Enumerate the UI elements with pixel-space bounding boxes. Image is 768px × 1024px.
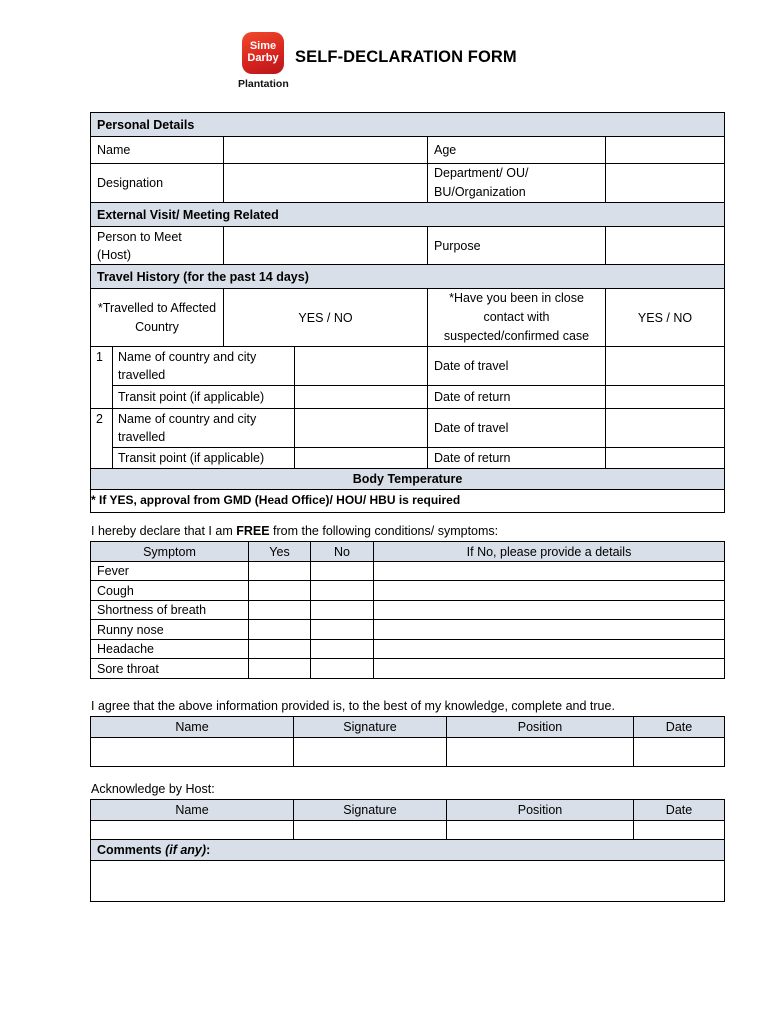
approval-note: * If YES, approval from GMD (Head Office)/ HOU/ HBU is required (91, 493, 461, 507)
logo-subtitle: Plantation (238, 78, 289, 90)
declaration-text (91, 524, 498, 538)
fever-yes-cell[interactable] (249, 562, 311, 581)
entry-2-number: 2 (91, 409, 113, 469)
entry-2-date-travel-label: Date of travel (428, 409, 606, 448)
declarant-signature-table (90, 716, 725, 767)
host-date-field[interactable] (634, 821, 725, 840)
form-header (236, 30, 616, 92)
comments-field[interactable] (91, 861, 725, 902)
headache-details-cell[interactable] (374, 640, 725, 659)
host-position-header: Position (447, 800, 634, 821)
host-date-header: Date (634, 800, 725, 821)
declarant-signature-header: Signature (294, 717, 447, 738)
entry-2-transit-field[interactable] (295, 448, 428, 469)
declarant-position-field[interactable] (447, 738, 634, 767)
declarant-name-field[interactable] (91, 738, 294, 767)
declarant-date-field[interactable] (634, 738, 725, 767)
comments-header (91, 840, 725, 861)
entry-2-country-field[interactable] (295, 409, 428, 448)
declaration-before: I hereby declare that I am (91, 524, 237, 538)
declarant-date-header: Date (634, 717, 725, 738)
cough-yes-cell[interactable] (249, 581, 311, 601)
symptoms-table (90, 541, 725, 679)
close-contact-label: *Have you been in close contact with suspected/confirmed case (428, 289, 606, 347)
yes-col-header: Yes (249, 542, 311, 562)
contact-yes-no-field[interactable]: YES / NO (606, 289, 725, 347)
logo-line-2: Darby (247, 52, 279, 64)
designation-label: Designation (91, 164, 224, 203)
entry-2-date-return-label: Date of return (428, 448, 606, 469)
symptom-col-header: Symptom (91, 542, 249, 562)
fever-details-cell[interactable] (374, 562, 725, 581)
purpose-field[interactable] (606, 227, 725, 265)
name-label: Name (91, 137, 224, 164)
comments-label: Comments (97, 843, 166, 857)
declarant-position-header: Position (447, 717, 634, 738)
host-signature-table (90, 799, 725, 902)
symptom-runny-nose: Runny nose (91, 620, 249, 640)
details-col-header: If No, please provide a details (374, 542, 725, 562)
runny-no-cell[interactable] (311, 620, 374, 640)
agreement-text: I agree that the above information provided is, to the best of my knowledge, complete and true. (91, 699, 615, 713)
department-field[interactable] (606, 164, 725, 203)
table-row (91, 562, 725, 581)
entry-1-date-return-field[interactable] (606, 386, 725, 409)
external-visit-header: External Visit/ Meeting Related (91, 203, 725, 227)
fever-no-cell[interactable] (311, 562, 374, 581)
host-signature-header: Signature (294, 800, 447, 821)
entry-1-date-travel-field[interactable] (606, 347, 725, 386)
sime-darby-logo (242, 32, 284, 74)
acknowledge-label: Acknowledge by Host: (91, 782, 215, 796)
entry-1-transit-field[interactable] (295, 386, 428, 409)
cough-no-cell[interactable] (311, 581, 374, 601)
entry-2-transit-label: Transit point (if applicable) (113, 448, 295, 469)
person-to-meet-field[interactable] (224, 227, 428, 265)
entry-2-date-travel-field[interactable] (606, 409, 725, 448)
host-position-field[interactable] (447, 821, 634, 840)
symptom-shortness-of-breath: Shortness of breath (91, 601, 249, 620)
purpose-label: Purpose (428, 227, 606, 265)
runny-yes-cell[interactable] (249, 620, 311, 640)
cough-details-cell[interactable] (374, 581, 725, 601)
table-row (91, 581, 725, 601)
declarant-name-header: Name (91, 717, 294, 738)
logo-line-1: Sime (249, 40, 277, 52)
declarant-signature-field[interactable] (294, 738, 447, 767)
symptom-fever: Fever (91, 562, 249, 581)
entry-1-transit-label: Transit point (if applicable) (113, 386, 295, 409)
details-table (90, 112, 725, 513)
breath-no-cell[interactable] (311, 601, 374, 620)
headache-yes-cell[interactable] (249, 640, 311, 659)
department-label: Department/ OU/ BU/Organization (428, 164, 606, 203)
symptom-sore-throat: Sore throat (91, 659, 249, 679)
name-field[interactable] (224, 137, 428, 164)
entry-1-date-travel-label: Date of travel (428, 347, 606, 386)
no-col-header: No (311, 542, 374, 562)
comments-if-any: (if any) (165, 843, 207, 857)
entry-1-date-return-label: Date of return (428, 386, 606, 409)
table-row (91, 640, 725, 659)
travelled-yes-no-field[interactable]: YES / NO (224, 289, 428, 347)
runny-details-cell[interactable] (374, 620, 725, 640)
body-temperature-header: Body Temperature (91, 469, 725, 490)
headache-no-cell[interactable] (311, 640, 374, 659)
host-signature-field[interactable] (294, 821, 447, 840)
symptom-headache: Headache (91, 640, 249, 659)
entry-2-date-return-field[interactable] (606, 448, 725, 469)
entry-1-country-field[interactable] (295, 347, 428, 386)
table-row (91, 601, 725, 620)
personal-details-header: Personal Details (91, 113, 725, 137)
person-to-meet-label: Person to Meet (Host) (91, 227, 224, 265)
entry-2-country-label: Name of country and city travelled (113, 409, 295, 448)
age-field[interactable] (606, 137, 725, 164)
comments-colon: : (206, 843, 211, 857)
designation-field[interactable] (224, 164, 428, 203)
throat-no-cell[interactable] (311, 659, 374, 679)
symptom-cough: Cough (91, 581, 249, 601)
table-row (91, 620, 725, 640)
entry-1-number: 1 (91, 347, 113, 409)
throat-yes-cell[interactable] (249, 659, 311, 679)
travel-history-header: Travel History (for the past 14 days) (91, 265, 725, 289)
declaration-after: from the following conditions/ symptoms: (269, 524, 499, 538)
table-row (91, 659, 725, 679)
breath-yes-cell[interactable] (249, 601, 311, 620)
entry-1-country-label: Name of country and city travelled (113, 347, 295, 386)
breath-details-cell[interactable] (374, 601, 725, 620)
host-name-header: Name (91, 800, 294, 821)
host-name-field[interactable] (91, 821, 294, 840)
declaration-free: FREE (236, 524, 270, 538)
throat-details-cell[interactable] (374, 659, 725, 679)
form-title: SELF-DECLARATION FORM (295, 48, 517, 66)
age-label: Age (428, 137, 606, 164)
travelled-affected-label: *Travelled to Affected Country (91, 289, 224, 347)
